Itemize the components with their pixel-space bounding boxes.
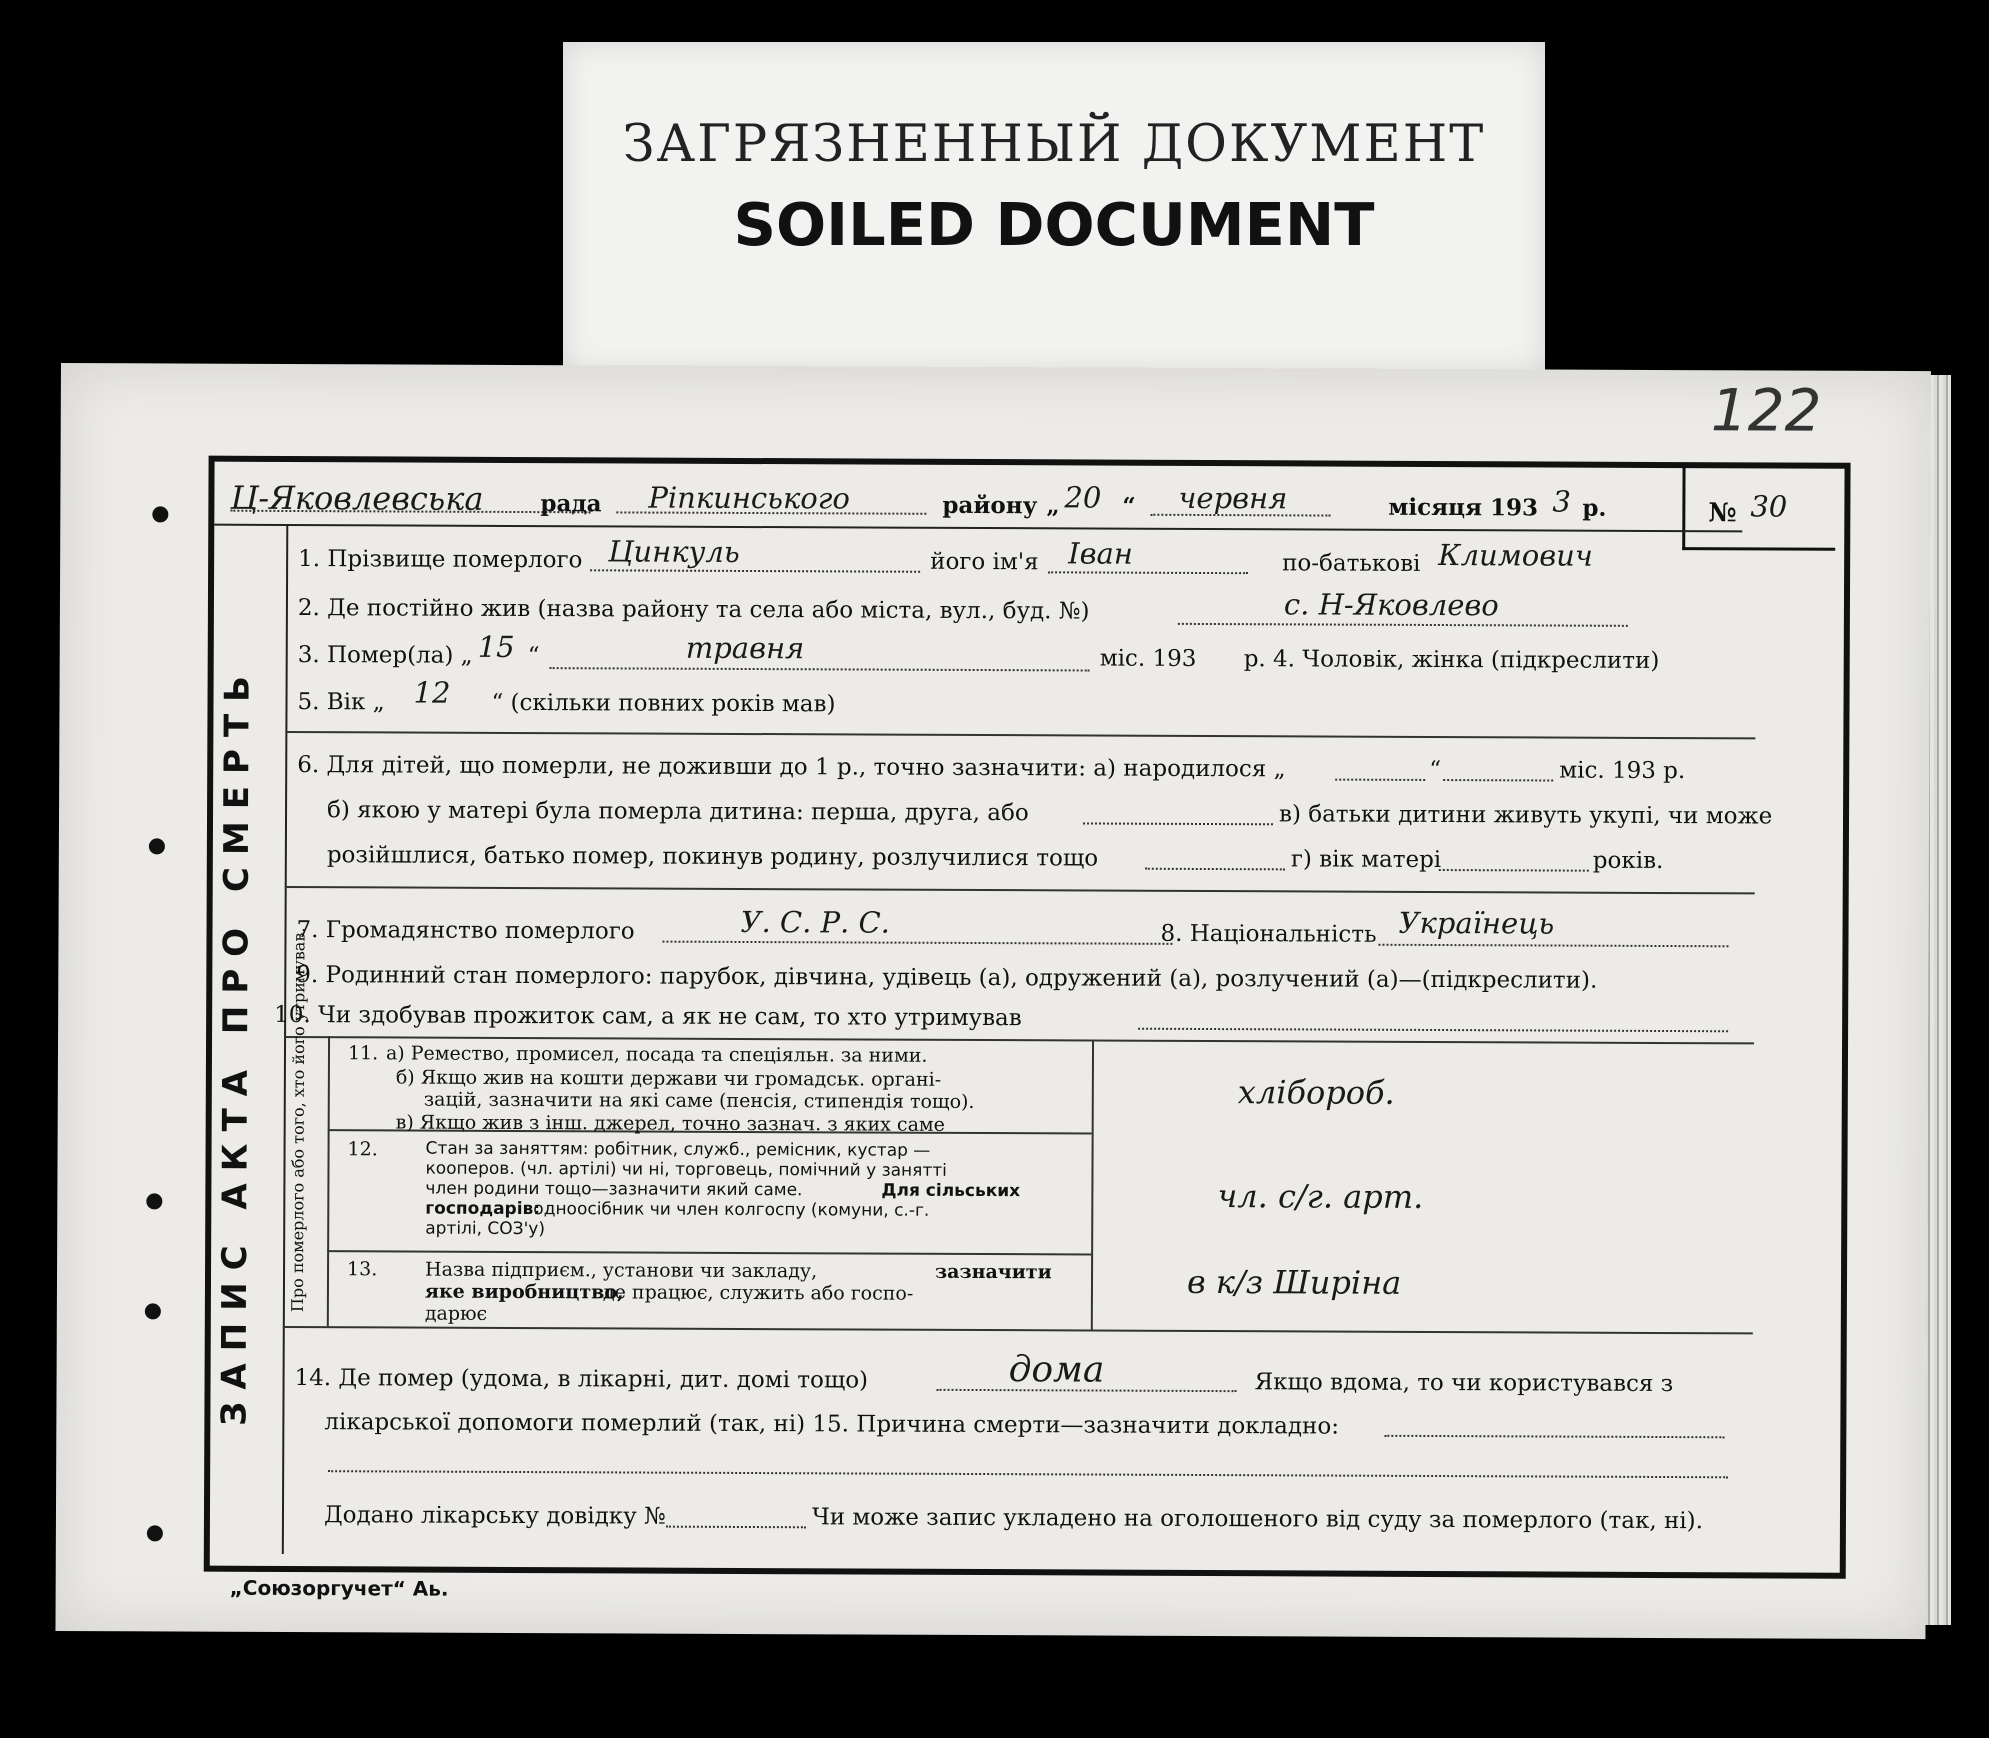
stamp-text-ru: ЗАГРЯЗНЕННЫЙ ДОКУМЕНТ [622, 115, 1486, 174]
hw-place-of-death: дома [1008, 1349, 1105, 1391]
row-13-line-1a: Назва підприєм., установи чи закладу, [424, 1258, 818, 1283]
month-year-label: місяця 193 [1388, 493, 1539, 522]
dotted-line [1335, 779, 1425, 781]
stamp-text-en: SOILED DOCUMENT [733, 190, 1375, 259]
age-label: 5. Вік „ [297, 689, 385, 716]
surname-label: 1. Прізвище померлого [298, 546, 583, 574]
hw-surname: Цинкуль [608, 534, 740, 569]
district-label: району [942, 491, 1038, 520]
rada-label: рада [540, 490, 602, 518]
side-title: ЗАПИС АКТА ПРО СМЕРТЬ [214, 663, 258, 1426]
citizenship-label: 7. Громадянство померлого [296, 917, 635, 945]
row-13-line-2a: яке виробництво, [424, 1280, 624, 1304]
infant-line-3a: розійшлися, батько помер, покинув родину, розлучилися тощо [326, 842, 1099, 872]
death-month-label: міс. 193 [1099, 645, 1197, 672]
place-of-death-label: 14. Де помер (удома, в лікарні, дит. домі тощо) [294, 1365, 869, 1394]
row-11a: а) Ремество, промисел, посада та спеціяльн. за ними. [385, 1042, 928, 1067]
printer-imprint: „Союзоргучет“ Аь. [229, 1575, 449, 1601]
home-death-label: Якщо вдома, то чи користувався з [1254, 1369, 1674, 1398]
infant-month-label: міс. 193 р. [1559, 757, 1686, 785]
cause-of-death-label: лікарської допомоги померлий (так, ні) 15. Причина смерти—зазначити докладно: [324, 1409, 1340, 1440]
row-11-number: 11. [347, 1042, 379, 1065]
punch-hole [149, 838, 165, 854]
row-12-line-5: артілі, СОЗ'у) [425, 1218, 546, 1240]
row-12-line-3b: Для сільських [881, 1180, 1021, 1202]
row-12-line-2: кооперов. (чл. артілі) чи ні, торговець, помічний у занятті [425, 1158, 947, 1181]
hw-residence: с. Н-Яковлево [1283, 587, 1499, 623]
hw-year: 3 [1552, 484, 1571, 519]
row-13-line-1b: зазначити [934, 1260, 1052, 1284]
certificate-label: Додано лікарську довідку № [323, 1502, 666, 1530]
hw-citizenship: У. С. Р. С. [740, 904, 891, 940]
nationality-label: 8. Національність [1160, 920, 1377, 948]
hw-record-number: 30 [1750, 489, 1788, 524]
support-label: 10. Чи здобував прожиток сам, а як не сам, то хто утримував [274, 1001, 1022, 1032]
hw-village-council: Ц-Яковлевська [230, 478, 484, 518]
hw-name: Іван [1068, 536, 1133, 571]
hw-death-day: 15 [477, 629, 515, 664]
punch-hole [152, 506, 168, 522]
row-11b-1: б) Якщо жив на кошти держави чи громадськ. органі- [395, 1066, 942, 1091]
infant-line-2a: б) якою у матері була померла дитина: перша, друга, або [326, 797, 1029, 827]
row-13-line-3: дарює [424, 1302, 488, 1325]
infant-quote: “ [1429, 756, 1442, 784]
row-12-number: 12. [347, 1138, 378, 1161]
hw-day: 20 [1064, 480, 1102, 515]
side-note: Про померлого або того, хто його утримував. [287, 927, 309, 1313]
name-label: його ім'я [930, 548, 1039, 576]
punch-hole [147, 1525, 163, 1541]
mother-age-label: г) вік матері [1290, 846, 1442, 874]
row-12-line-4a: господарів: [425, 1198, 541, 1220]
punch-hole [145, 1303, 161, 1319]
page-number: 122 [1710, 376, 1822, 445]
age-note: “ (скільки повних років мав) [491, 689, 836, 718]
hw-district: Ріпкинського [648, 480, 850, 516]
day-close-quote: “ [1122, 492, 1136, 520]
infant-line-2b: в) батьки дитини живуть укупі, чи може [1278, 801, 1773, 830]
death-record-form [55, 363, 1931, 1639]
row-13-number: 13. [347, 1258, 378, 1281]
punch-hole [146, 1193, 162, 1209]
years-label: років. [1592, 847, 1664, 874]
row-12-line-4b: одноосібник чи член колгоспу (комуни, с.-г. [533, 1199, 930, 1221]
hw-nationality: Українець [1398, 905, 1555, 941]
residence-label: 2. Де постійно жив (назва району та села або міста, вул., буд. №) [297, 595, 1090, 625]
row-11b-2: зацій, зазначити на які саме (пенсія, стипендія тощо). [423, 1088, 975, 1113]
hw-patronymic: Климович [1438, 538, 1593, 573]
row-11c: в) Якщо жив з інш. джерел, точно зазнач. з яких саме [395, 1111, 945, 1136]
hw-occupation: хлібороб. [1237, 1073, 1395, 1112]
court-declaration-label: Чи може запис укладено на оголошеного від суду за померлого (так, ні). [811, 1504, 1704, 1535]
row-13-line-2b: де працює, служить або госпо- [602, 1281, 914, 1305]
hw-employment-status: чл. с/г. арт. [1217, 1177, 1424, 1216]
marital-status-label: 9. Родинний стан померлого: парубок, дівчина, удівець (а), одружений (а), розлучений (а)—(підкреслити). [296, 962, 1598, 994]
row-12-line-1: Стан за заняттям: робітник, служб., ремісник, кустар — [425, 1138, 931, 1161]
hw-age: 12 [413, 675, 451, 710]
hw-workplace: в к/з Ширіна [1186, 1262, 1402, 1302]
row-12-line-3a: член родини тощо—зазначити який саме. [425, 1178, 803, 1201]
hw-death-month: травня [685, 630, 805, 666]
death-date-quote: “ [527, 643, 540, 670]
death-date-label: 3. Помер(ла) „ [297, 642, 473, 669]
infant-line-1: 6. Для дітей, що померли, не доживши до 1 р., точно зазначити: а) народилося „ [297, 752, 1286, 783]
day-open-quote: „ [1046, 492, 1060, 520]
number-label: № [1708, 498, 1737, 529]
hw-month: червня [1178, 480, 1288, 516]
year-label: р. [1582, 494, 1607, 522]
soiled-document-label [563, 42, 1545, 372]
patronymic-label: по-батькові [1282, 550, 1421, 577]
sex-label: р. 4. Чоловік, жінка (підкреслити) [1243, 646, 1660, 674]
